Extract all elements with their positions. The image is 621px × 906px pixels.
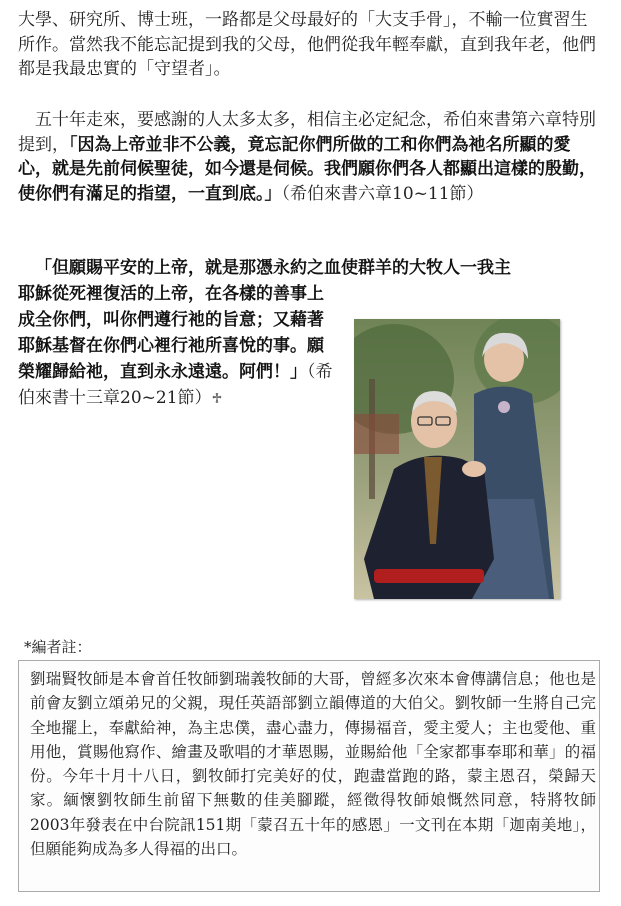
paragraph-hebrews-13 xyxy=(18,281,336,412)
editor-note-text: 劉瑞賢牧師是本會首任牧師劉瑞義牧師的大哥，曾經多次來本會傳講信息；他也是前會友劉立頌弟兄的父親，現任英語部劉立韻傳道的大伯父。劉牧師一生將自己完全地擺上，奉獻給神，為主忠僕，盡心盡力，傳揚福音，愛主愛人；主也愛他、重用他，賞賜他寫作、繪畫及歌唱的才華恩賜，並賜給他「全家都事奉耶和華」的福份。今年十月十八日，劉牧師打完美好的仗，跑盡當跑的路，蒙主恩召，榮歸天家。緬懷劉牧師生前留下無數的佳美腳蹤，經徵得牧師娘慨然同意，特將牧師2003年發表在中台院訊151期「蒙召五十年的感恩」一文刊在本期「迦南美地」，但願能夠成為多人得福的出口。 xyxy=(30,670,596,859)
cross-end-mark-icon: ♱ xyxy=(211,391,223,407)
scripture-quote-hebrews-13: 耶穌從死裡復活的上帝，在各樣的善事上成全你們，叫你們遵行祂的旨意；又藉著耶穌基督在你們心裡行祂所喜悅的事。願榮耀歸給祂，直到永永遠遠。阿們！」 xyxy=(18,284,324,382)
scripture-citation: （希伯來書十三章20~21節） xyxy=(18,362,333,408)
paragraph-parents: 大學、研究所、博士班，一路都是父母最好的「大支手骨」，不輸一位實習生所作。當然我不能忘記提到我的父母，他們從我年輕奉獻，直到我年老，他們都是我最忠實的「守望者」。 xyxy=(18,10,596,79)
paragraph-intro: 五十年走來，要感謝的人太多太多，相信主必定紀念，希伯來書第六章特別提到， xyxy=(18,110,596,155)
scripture-quote-hebrews-13-line1: 「但願賜平安的上帝，就是那憑永約之血使群羊的大牧人一我主 xyxy=(35,258,511,278)
paragraph-hebrews-6 xyxy=(18,108,603,206)
editor-note-title: *編者註： xyxy=(24,638,92,656)
couple-portrait-photo xyxy=(354,319,560,599)
scripture-citation: （希伯來書六章10~11節） xyxy=(281,183,484,204)
couple-portrait-icon xyxy=(354,319,560,599)
scripture-quote-hebrews-6: 「因為上帝並非不公義，竟忘記你們所做的工和你們為祂名所顯的愛心，就是先前伺候聖徒，如今還是伺候。我們願你們各人都顯出這樣的殷勤，使你們有滿足的指望，一直到底。」 xyxy=(18,134,596,204)
